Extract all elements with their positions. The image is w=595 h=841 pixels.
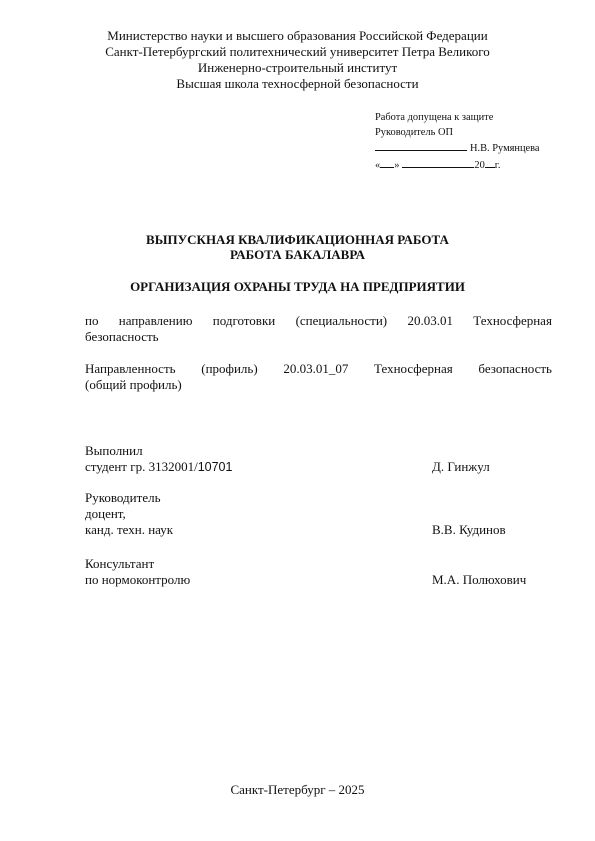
student-group-label: студент гр. 3132001/ <box>85 459 198 474</box>
approval-date-line <box>375 157 540 174</box>
supervisor-name: В.В. Кудинов <box>432 522 506 537</box>
consultant-name: М.А. Полюхович <box>432 572 527 587</box>
approval-line-2: Руководитель ОП <box>375 126 453 138</box>
approval-line-1: Работа допущена к защите <box>375 112 494 123</box>
date-open-quote: « <box>375 159 381 171</box>
consultant-detail-row <box>85 572 565 588</box>
day-blank <box>380 157 394 168</box>
work-subtype: РАБОТА БАКАЛАВРА <box>230 247 365 262</box>
work-title-block <box>0 232 595 262</box>
performer-role: Выполнил <box>85 443 143 458</box>
city-year: Санкт-Петербург – 2025 <box>230 782 365 797</box>
profile-paragraph <box>85 361 552 393</box>
group-number: 10701 <box>197 460 233 474</box>
profile-line <box>85 361 552 377</box>
month-blank <box>402 157 474 168</box>
profile-word: 20.03.01_07 <box>283 361 349 376</box>
supervisor-degree: канд. техн. наук <box>85 522 174 537</box>
direction-last-line: безопасность <box>85 329 159 344</box>
performer-name: Д. Гинжул <box>432 459 490 474</box>
year-suffix: г. <box>494 159 501 171</box>
university-name: Санкт-Петербургский политехнический университет Петра Великого <box>105 44 490 59</box>
institute-name: Инженерно-строительный институт <box>197 60 398 75</box>
profile-word: Техносферная <box>374 361 453 376</box>
direction-word: подготовки <box>212 313 276 328</box>
work-type: ВЫПУСКНАЯ КВАЛИФИКАЦИОННАЯ РАБОТА <box>146 232 449 247</box>
supervisor-position: доцент, <box>85 506 126 521</box>
approval-signer: Н.В. Румянцева <box>470 143 540 154</box>
performer-detail-row <box>85 459 565 475</box>
direction-line <box>85 313 552 329</box>
profile-last-line: (общий профиль) <box>85 377 182 392</box>
organization-header <box>0 28 595 92</box>
direction-paragraph <box>85 313 552 345</box>
performer-block <box>85 443 565 475</box>
profile-word: безопасность <box>478 361 552 376</box>
direction-word: 20.03.01 <box>407 313 453 328</box>
direction-word: Техносферная <box>473 313 552 328</box>
work-topic: ОРГАНИЗАЦИЯ ОХРАНЫ ТРУДА НА ПРЕДПРИЯТИИ <box>130 279 465 294</box>
approval-signature-line <box>375 140 540 157</box>
consultant-block <box>85 556 565 588</box>
supervisor-role: Руководитель <box>85 490 161 505</box>
supervisor-degree-row <box>85 522 565 538</box>
supervisor-block <box>85 490 565 538</box>
profile-word: (профиль) <box>201 361 258 376</box>
year-prefix: 20 <box>474 159 485 171</box>
year-blank <box>485 157 495 168</box>
approval-block <box>375 111 540 173</box>
consultant-detail: по нормоконтролю <box>85 572 191 587</box>
direction-word: по <box>85 313 99 328</box>
ministry-name: Министерство науки и высшего образования Российской Федерации <box>107 28 488 43</box>
signature-blank <box>375 140 467 151</box>
direction-word: (специальности) <box>295 313 388 328</box>
profile-word: Направленность <box>85 361 176 376</box>
direction-word: направлению <box>118 313 193 328</box>
school-name: Высшая школа техносферной безопасности <box>176 76 419 91</box>
consultant-role: Консультант <box>85 556 155 571</box>
date-close-quote: » <box>394 159 400 171</box>
